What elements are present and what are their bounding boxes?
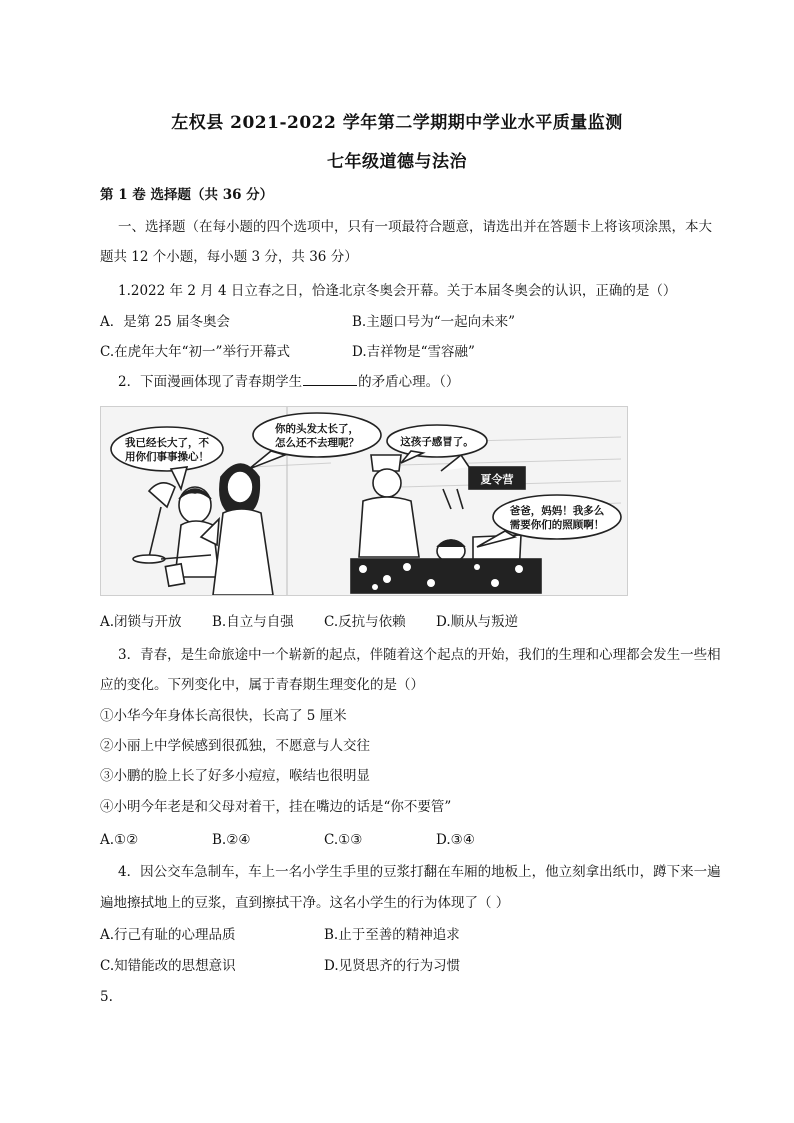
question-1-stem: 1.2022 年 2 月 4 日立春之日，恰逢北京冬奥会开幕。关于本届冬奥会的认识，正确的是（） bbox=[118, 283, 677, 299]
question-4-option-a: A.行己有耻的心理品质 bbox=[100, 927, 236, 943]
answer-blank bbox=[303, 373, 357, 386]
question-2-comic-image bbox=[100, 406, 628, 596]
question-3-stem-line2: 应的变化。下列变化中，属于青春期生理变化的是（） bbox=[100, 677, 424, 693]
speech-bubble-4-line2: 需要你们的照顾啊！ bbox=[509, 519, 605, 531]
question-3-option-c: C.①③ bbox=[324, 832, 363, 848]
section-instructions-line2: 题共 12 个小题，每小题 3 分，共 36 分） bbox=[100, 249, 358, 265]
question-1-option-c: C.在虎年大年“初一”举行开幕式 bbox=[100, 344, 290, 360]
question-2-stem-after: 的矛盾心理。（） bbox=[358, 374, 460, 390]
lamp-drawing bbox=[133, 483, 175, 563]
question-1-option-d: D.吉祥物是“雪容融” bbox=[352, 344, 475, 360]
doctor-drawing bbox=[359, 455, 419, 557]
camp-sign-text: 夏令营 bbox=[480, 473, 514, 486]
question-2-option-b: B.自立与自强 bbox=[212, 614, 294, 630]
speech-bubble-3-line1: 这孩子感冒了。 bbox=[400, 436, 474, 448]
question-2-option-d: D.顺从与叛逆 bbox=[436, 614, 519, 630]
speech-bubble-1-line1: 我已经长大了，不 bbox=[125, 437, 209, 449]
question-2-option-a: A.闭锁与开放 bbox=[100, 614, 182, 630]
question-2-stem bbox=[118, 373, 459, 391]
question-4-stem-line2: 遍地擦拭地上的豆浆，直到擦拭干净。这名小学生的行为体现了（ ） bbox=[100, 895, 510, 911]
exam-subject-title: 七年级道德与法治 bbox=[327, 152, 467, 172]
question-3-option-a: A.①② bbox=[100, 832, 139, 848]
exam-title: 左权县 2021-2022 学年第二学期期中学业水平质量监测 bbox=[171, 113, 623, 133]
question-4-option-b: B.止于至善的精神追求 bbox=[324, 927, 460, 943]
question-3-item-4: ④小明今年老是和父母对着干，挂在嘴边的话是“你不要管” bbox=[100, 799, 452, 815]
question-3-item-3: ③小鹏的脸上长了好多小痘痘，喉结也很明显 bbox=[100, 768, 370, 784]
question-3-stem-line1: 3．青春，是生命旅途中一个崭新的起点，伴随着这个起点的开始，我们的生理和心理都会发生一些相 bbox=[118, 647, 721, 663]
question-1-option-a: A．是第 25 届冬奥会 bbox=[100, 314, 231, 330]
question-4-option-c: C.知错能改的思想意识 bbox=[100, 958, 236, 974]
question-3-option-b: B.②④ bbox=[212, 832, 251, 848]
section-heading: 第 1 卷 选择题（共 36 分） bbox=[100, 187, 274, 203]
section-instructions-line1: 一、选择题（在每小题的四个选项中，只有一项最符合题意，请选出并在答题卡上将该项涂黑，本大 bbox=[118, 219, 712, 235]
speech-bubble-4-line1: 爸爸，妈妈！我多么 bbox=[509, 505, 605, 517]
question-2-stem-before: 2．下面漫画体现了青春期学生 bbox=[118, 374, 303, 390]
question-3-option-d: D.③④ bbox=[436, 832, 475, 848]
question-5-stem: 5. bbox=[100, 989, 113, 1005]
speech-bubble-1-line2: 用你们事事操心！ bbox=[125, 451, 209, 463]
speech-bubble-2-line1: 你的头发太长了， bbox=[275, 423, 359, 435]
question-2-option-c: C.反抗与依赖 bbox=[324, 614, 406, 630]
question-1-option-b: B.主题口号为“一起向未来” bbox=[352, 314, 516, 330]
question-4-stem-line1: 4．因公交车急制车，车上一名小学生手里的豆浆打翻在车厢的地板上，他立刻拿出纸巾，蹲下来一遍 bbox=[118, 864, 721, 880]
question-3-item-1: ①小华今年身体长高很快，长高了 5 厘米 bbox=[100, 708, 347, 724]
question-4-option-d: D.见贤思齐的行为习惯 bbox=[324, 958, 461, 974]
speech-bubble-2-line2: 怎么还不去理呢？ bbox=[275, 437, 359, 449]
question-3-item-2: ②小丽上中学候感到很孤独，不愿意与人交往 bbox=[100, 738, 370, 754]
